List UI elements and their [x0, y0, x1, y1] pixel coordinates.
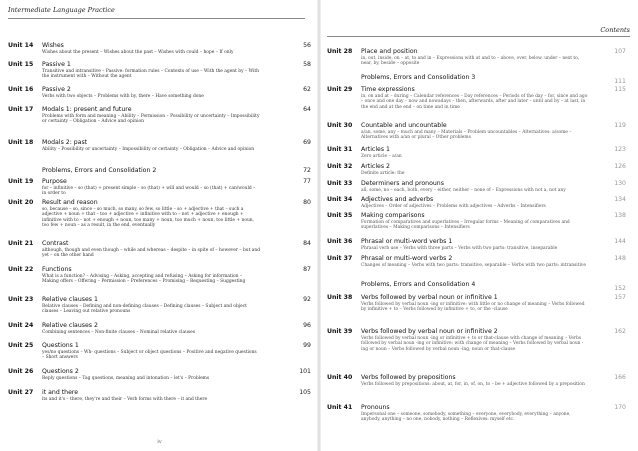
unit-description: Definite article: the — [361, 171, 405, 176]
unit-label: Unit 25 — [8, 342, 34, 349]
unit-label: Unit 35 — [327, 212, 353, 219]
unit-title: Wishes — [42, 42, 64, 49]
unit-page: 96 — [303, 322, 311, 329]
unit-label: Unit 33 — [327, 180, 353, 187]
unit-description: Verbs followed by verbal noun -ing or infinitive: with little or no change of meaning – Verbs followed by infinitive + to – Verbs followed by infinitive + to, or the -clause — [361, 302, 585, 313]
unit-label: Unit 32 — [327, 163, 353, 170]
consolidation-section-title: Problems, Errors and Consolidation 2 — [42, 167, 157, 174]
unit-description: Reply questions – Tag questions, meaning and intonation – let's – Problems — [42, 376, 210, 381]
unit-label: Unit 24 — [8, 322, 34, 329]
unit-title: Questions 1 — [42, 342, 79, 349]
unit-page: 56 — [303, 42, 311, 49]
unit-description: Zero article – a/an — [361, 154, 402, 159]
unit-label: Unit 30 — [327, 122, 353, 129]
right-page — [319, 0, 638, 451]
unit-page: 58 — [303, 61, 311, 68]
unit-page: 162 — [614, 328, 626, 335]
unit-description: in, on and at – during – Calendar references – Day references – Periods of the day – for, since and ago – once and one day – now and nowadays – then, afterwards, after and later – until and by – at last, in the end and at the end – on time and in time — [361, 94, 588, 110]
unit-page: 148 — [614, 255, 626, 262]
unit-description: Transitive and intransitive – Passive: formation rules – Contexts of use – With the agent by – With the instrument with – Without the agent — [42, 69, 259, 80]
unit-title: Phrasal or multi-word verbs 1 — [361, 238, 453, 245]
unit-title: Articles 1 — [361, 146, 390, 153]
unit-title: Verbs followed by prepositions — [361, 374, 456, 381]
unit-label: Unit 31 — [327, 146, 353, 153]
unit-label: Unit 19 — [8, 178, 34, 185]
unit-page: 87 — [303, 266, 311, 273]
unit-title: Pronouns — [361, 404, 390, 411]
consolidation-section-page: 152 — [614, 285, 626, 292]
unit-description: in, out, inside, on – at, to and in – Expressions with at and to – above, over, below, under – next to, near, by, beside – opposite — [361, 56, 580, 67]
unit-label: Unit 36 — [327, 238, 353, 245]
unit-title: Functions — [42, 266, 72, 273]
unit-label: Unit 28 — [327, 48, 353, 55]
unit-page: 107 — [614, 48, 626, 55]
right-header-rule — [327, 36, 630, 37]
unit-page: 92 — [303, 296, 311, 303]
unit-title: Articles 2 — [361, 163, 390, 170]
unit-page: 130 — [614, 180, 626, 187]
unit-label: Unit 14 — [8, 42, 34, 49]
unit-description: Verbs with two objects – Problems with by, there – Have something done — [42, 94, 204, 99]
unit-description: Verbs followed by prepositions: about, at, for, in, of, on, to – be + adjective followed by a preposition — [361, 382, 585, 387]
unit-label: Unit 41 — [327, 404, 353, 411]
unit-description: so, because – so, since – so much, so many, so few, so little – so + adjective + that – such a adjective + noun + that – too + adjective + infinitive with to – not + adjective + enough + infinitive with to – not + enough + noun, too many + noun, too much + noun, too little + noun, too few + noun – as a result, in the end, eventually — [42, 207, 255, 229]
unit-label: Unit 38 — [327, 294, 353, 301]
unit-description: Changes of meaning – Verbs with two parts: transitive, separable – Verbs with two parts: intransitive — [361, 263, 586, 268]
unit-title: Verbs followed by verbal noun or infinitive 1 — [361, 294, 498, 301]
unit-page: 157 — [614, 294, 626, 301]
unit-page: 101 — [299, 368, 311, 375]
unit-page: 77 — [303, 178, 311, 185]
unit-description: Phrasal verb use – Verbs with three parts – Verbs with two parts: transitive, inseparable — [361, 246, 558, 251]
consolidation-section-title: Problems, Errors and Consolidation 3 — [361, 74, 476, 81]
left-running-header: Intermediate Language Practice — [8, 6, 115, 14]
unit-title: Time expressions — [361, 86, 415, 93]
unit-page: 84 — [303, 240, 311, 247]
unit-label: Unit 39 — [327, 328, 353, 335]
consolidation-section-page: 111 — [614, 78, 626, 85]
unit-description: Verbs followed by verbal noun -ing or infinitive + to or that-clause with change of meaning – Verbs followed by verbal noun -ing or infinitive: with change of meaning – Verbs followed by verbal noun -ing or noun – Verbs followed by verbal noun -ing, noun or that-clause — [361, 336, 584, 352]
unit-title: Determiners and pronouns — [361, 180, 444, 187]
unit-label: Unit 15 — [8, 61, 34, 68]
unit-page: 170 — [614, 404, 626, 411]
unit-page: 64 — [303, 106, 311, 113]
unit-title: Modals 1: present and future — [42, 106, 132, 113]
unit-description: Problems with form and meaning – Ability – Permission – Possibility or uncertainty – Impossibility or certainty – Obligation – Advice and opinion — [42, 114, 260, 125]
unit-page: 119 — [614, 122, 626, 129]
unit-title: Place and position — [361, 48, 418, 55]
unit-title: Countable and uncountable — [361, 122, 447, 129]
unit-description: Impersonal one – someone, somebody, something – everyone, everybody, everything – anyone, anybody, anything – no one, nobody, nothing – Reflexives: myself etc. — [361, 412, 571, 423]
unit-description: a/an, some, any – much and many – Materials – Problem uncountables – Alternatives: a/some – Alternatives with a/an or plural – Other problems — [361, 130, 572, 141]
unit-description: Formation of comparatives and superlatives – Irregular forms – Meaning of comparatives and superlatives – Making comparisons – Intensifiers — [361, 220, 570, 231]
unit-title: Phrasal or multi-word verbs 2 — [361, 255, 453, 262]
unit-label: Unit 26 — [8, 368, 34, 375]
unit-description: What is a function? – Advising – Asking, accepting and refusing – Asking for information – Making offers – Offering – Permission – Preferences – Promising – Requesting – Suggesting — [42, 274, 246, 285]
unit-title: Passive 1 — [42, 61, 71, 68]
unit-title: Verbs followed by verbal noun or infinitive 2 — [361, 328, 498, 335]
unit-description: its and it's – there, they're and their – Verb forms with there – it and there — [42, 397, 208, 402]
unit-title: Modals 2: past — [42, 139, 88, 146]
unit-page: 138 — [614, 212, 626, 219]
unit-page: 62 — [303, 86, 311, 93]
unit-description: Wishes about the present – Wishes about the past – Wishes with could – hope – If only — [42, 50, 234, 55]
unit-page: 134 — [614, 196, 626, 203]
unit-label: Unit 40 — [327, 374, 353, 381]
unit-label: Unit 20 — [8, 199, 34, 206]
unit-title: Contrast — [42, 240, 69, 247]
unit-description: Relative clauses – Defining and non-defining clauses – Defining clauses – Subject and object clauses – Leaving out relative pronouns — [42, 304, 247, 315]
unit-description: all, some, no – each, both, every – either, neither – none of – Expressions with not a, not any — [361, 188, 566, 193]
unit-description: Adjectives – Order of adjectives – Problems with adjectives – Adverbs – Intensifiers — [361, 204, 546, 209]
unit-title: Questions 2 — [42, 368, 79, 375]
unit-label: Unit 27 — [8, 389, 34, 396]
unit-label: Unit 34 — [327, 196, 353, 203]
unit-page: 69 — [303, 139, 311, 146]
unit-description: although, though and even though – while and whereas – despite – in spite of – however – but and yet – on the other hand — [42, 248, 261, 259]
unit-title: Making comparisons — [361, 212, 425, 219]
unit-label: Unit 17 — [8, 106, 34, 113]
left-page-number: iv — [157, 439, 162, 445]
unit-description: Combining sentences – Non-finite clauses – Nominal relative clauses — [42, 330, 196, 335]
unit-label: Unit 37 — [327, 255, 353, 262]
unit-title: Result and reason — [42, 199, 98, 206]
unit-page: 80 — [303, 199, 311, 206]
unit-label: Unit 16 — [8, 86, 34, 93]
unit-title: Adjectives and adverbs — [361, 196, 434, 203]
unit-description: for – infinitive – so (that) + present simple – so (that) + will and would – so (that) + can/would – in order to — [42, 186, 256, 197]
unit-title: Relative clauses 1 — [42, 296, 98, 303]
unit-label: Unit 23 — [8, 296, 34, 303]
unit-title: Passive 2 — [42, 86, 71, 93]
unit-page: 126 — [614, 163, 626, 170]
unit-title: it and there — [42, 389, 79, 396]
unit-page: 105 — [299, 389, 311, 396]
unit-page: 99 — [303, 342, 311, 349]
unit-page: 144 — [614, 238, 626, 245]
unit-label: Unit 21 — [8, 240, 34, 247]
unit-label: Unit 29 — [327, 86, 353, 93]
unit-page: 166 — [614, 374, 626, 381]
unit-page: 115 — [614, 86, 626, 93]
left-header-rule — [8, 18, 305, 19]
consolidation-section-page: 72 — [303, 167, 311, 174]
unit-page: 123 — [614, 146, 626, 153]
unit-title: Relative clauses 2 — [42, 322, 98, 329]
unit-title: Purpose — [42, 178, 67, 185]
unit-label: Unit 18 — [8, 139, 34, 146]
unit-description: yes/no questions – Wh- questions – Subject or object questions – Positive and negative questions – Short answers — [42, 350, 257, 361]
unit-label: Unit 22 — [8, 266, 34, 273]
consolidation-section-title: Problems, Errors and Consolidation 4 — [361, 281, 476, 288]
unit-description: Ability – Possibility or uncertainty – Impossibility or certainty – Obligation – Advice and opinion — [42, 147, 255, 152]
right-running-header: Contents — [600, 26, 630, 34]
